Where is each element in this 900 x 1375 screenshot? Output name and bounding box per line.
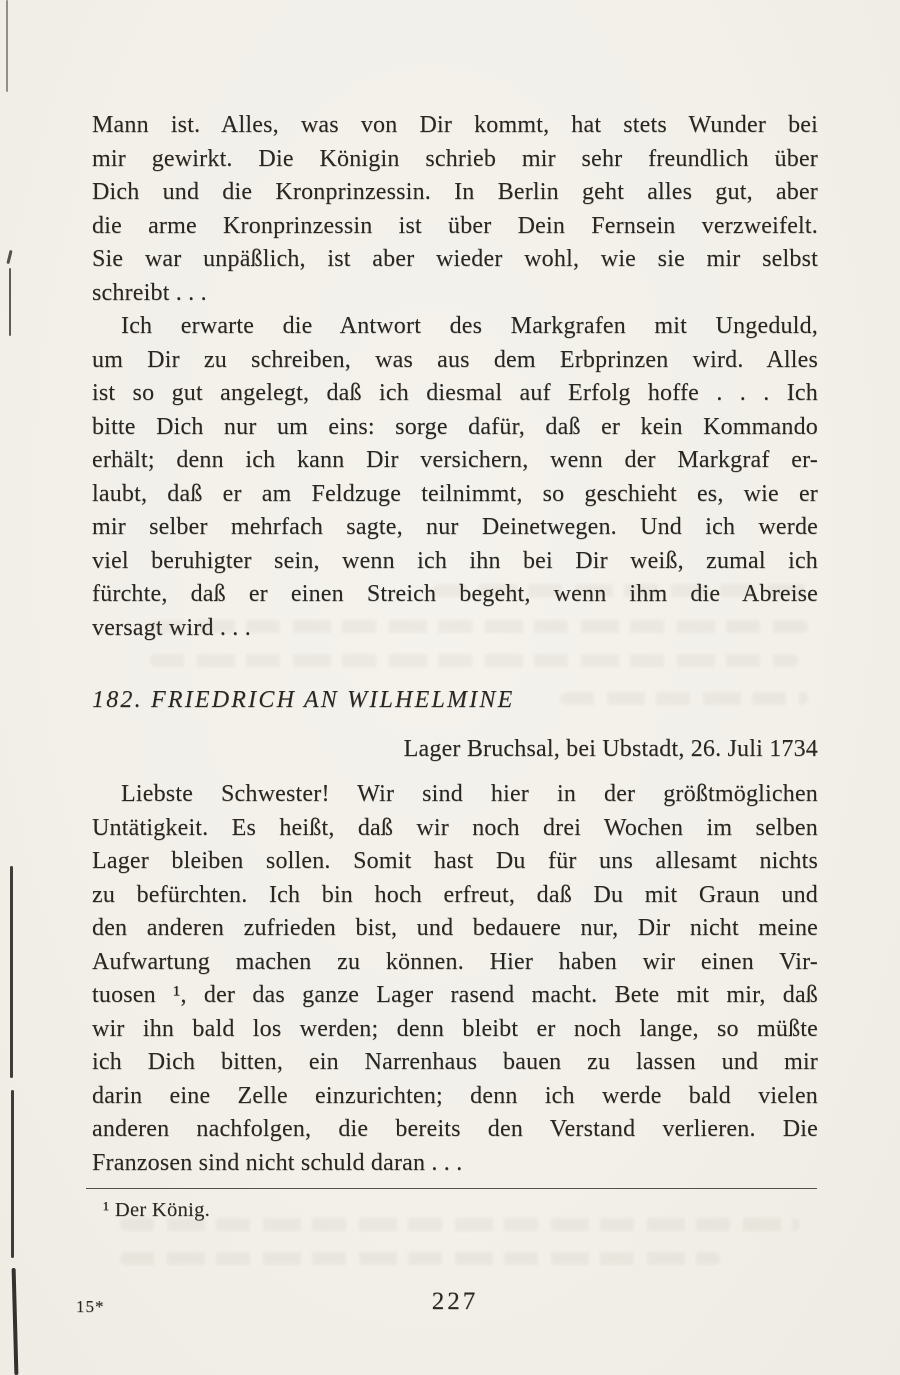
page-edge-artifact	[6, 250, 12, 264]
text-line: ist so gut angelegt, daß ich diesmal auf Erfolg hoffe . . . Ich	[92, 380, 818, 406]
signature-mark: 15*	[76, 1297, 105, 1316]
text-line: wir ihn bald los werden; denn bleibt er noch lange, so müßte	[92, 1015, 818, 1042]
text-line: Untätigkeit. Es heißt, daß wir noch drei Wochen im selben	[92, 814, 818, 841]
page-edge-artifact	[12, 1268, 19, 1375]
page-edge-artifact	[10, 866, 13, 1078]
text-line: den anderen zufrieden bist, und bedauere nur, Dir nicht meine	[92, 915, 818, 941]
text-line: ich Dich bitten, ein Narrenhaus bauen zu lassen und mir	[92, 1049, 818, 1075]
letter-heading: 182. FRIEDRICH AN WILHELMINE	[92, 687, 515, 713]
text-line: schreibt . . .	[92, 279, 207, 306]
footnote: ¹ Der König.	[103, 1199, 211, 1221]
text-line: Aufwartung machen zu können. Hier haben wir einen Vir-	[92, 948, 818, 975]
text-line: zu befürchten. Ich bin hoch erfreut, daß Du mit Graun und	[92, 881, 818, 908]
text-line: Sie war unpäßlich, ist aber wieder wohl, wie sie mir selbst	[92, 246, 818, 272]
letter-dateline: Lager Bruchsal, bei Ubstadt, 26. Juli 1734	[403, 735, 818, 762]
text-line: Liebste Schwester! Wir sind hier in der größtmöglichen	[121, 781, 818, 807]
text-line: Mann ist. Alles, was von Dir kommt, hat stets Wunder bei	[92, 112, 818, 138]
text-line: Franzosen sind nicht schuld daran . . .	[92, 1149, 463, 1176]
text-line: versagt wird . . .	[92, 614, 251, 641]
text-line: mir selber mehrfach sagte, nur Deinetwegen. Und ich werde	[92, 514, 818, 540]
text-line: erhält; denn ich kann Dir versichern, wenn der Markgraf er-	[92, 447, 818, 473]
text-line: fürchte, daß er einen Streich begeht, wenn ihm die Abreise	[92, 581, 818, 607]
text-line: um Dir zu schreiben, was aus dem Erbprinzen wird. Alles	[92, 346, 818, 373]
text-line: anderen nachfolgen, die bereits den Verstand verlieren. Die	[92, 1116, 818, 1142]
text-line: Dich und die Kronprinzessin. In Berlin geht alles gut, aber	[92, 179, 818, 205]
body-text	[92, 109, 818, 1180]
text-line: mir gewirkt. Die Königin schrieb mir sehr freundlich über	[92, 145, 818, 172]
text-line: laubt, daß er am Feldzuge teilnimmt, so geschieht es, wie er	[92, 480, 818, 507]
page-number: 227	[431, 1288, 479, 1315]
page-edge-artifact	[9, 268, 11, 336]
text-line: Ich erwarte die Antwort des Markgrafen mit Ungeduld,	[121, 313, 818, 339]
footnote-separator	[86, 1188, 817, 1222]
text-line: die arme Kronprinzessin ist über Dein Fernsein verzweifelt.	[92, 212, 818, 239]
bleedthrough-artifact	[120, 1252, 720, 1265]
page-edge-artifact	[11, 1090, 14, 1258]
text-line: viel beruhigter sein, wenn ich ihn bei Dir weiß, zumal ich	[92, 547, 818, 574]
text-line: tuosen ¹, der das ganze Lager rasend macht. Bete mit mir, daß	[92, 982, 818, 1008]
page-edge-artifact	[6, 0, 8, 92]
text-line: bitte Dich nur um eins: sorge dafür, daß er kein Kommando	[92, 413, 818, 440]
text-line: Lager bleiben sollen. Somit hast Du für uns allesamt nichts	[92, 848, 818, 874]
text-line: darin eine Zelle einzurichten; denn ich werde bald vielen	[92, 1082, 818, 1109]
